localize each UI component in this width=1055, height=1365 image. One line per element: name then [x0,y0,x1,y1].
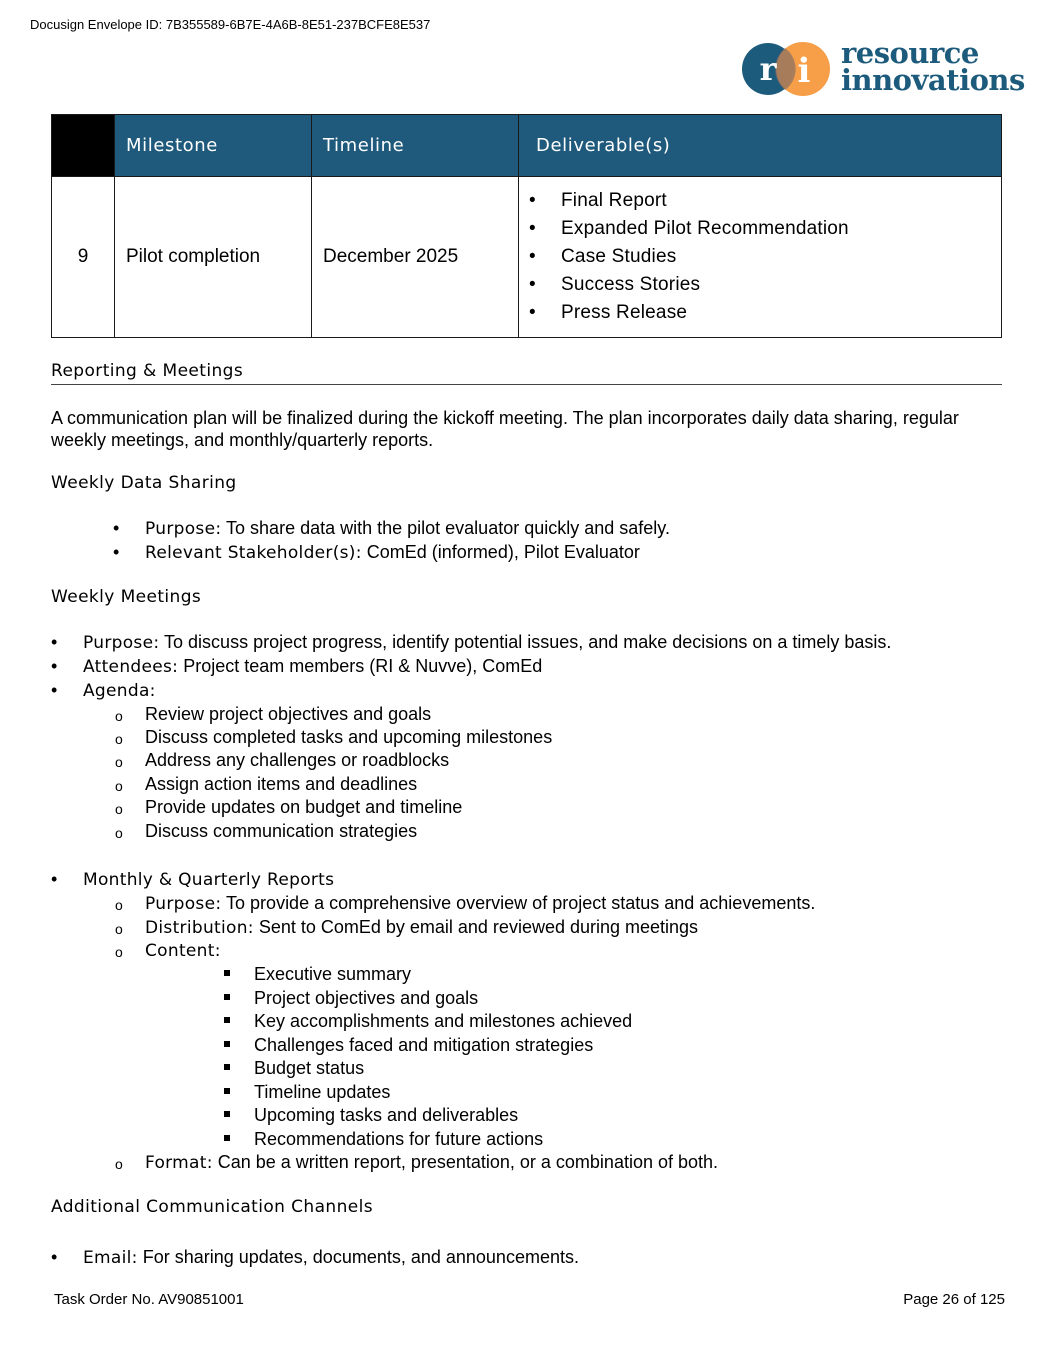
list-item: Challenges faced and mitigation strategies [254,1035,594,1055]
ri-logo-mark-icon [741,40,836,98]
square-bullet-icon [224,970,230,976]
bullet-icon: • [51,680,58,700]
list-item: • Final Report [529,187,1001,215]
list-item: • Press Release [529,299,1001,327]
reports-purpose: Purpose: To provide a comprehensive overview of project status and achievements. [145,893,816,914]
square-bullet-icon [224,1041,230,1047]
weekly-data-stakeholders: Relevant Stakeholder(s): ComEd (informed), Pilot Evaluator [145,542,640,563]
list-item: Project objectives and goals [254,988,479,1008]
circle-bullet-icon: o [115,708,123,724]
logo-mark-r: r [759,50,777,88]
list-item: Timeline updates [254,1082,391,1102]
list-item: • Success Stories [529,271,1001,299]
logo-word-innovations: innovations [841,63,1025,97]
list-item: Executive summary [254,964,412,984]
list-item: Assign action items and deadlines [145,774,418,794]
row-number: 9 [52,177,115,338]
weekly-meetings-heading: Weekly Meetings [51,587,202,607]
footer-task-order: Task Order No. AV90851001 [54,1291,244,1308]
list-item: Discuss communication strategies [145,821,418,841]
circle-bullet-icon: o [115,1156,123,1172]
circle-bullet-icon: o [115,921,123,937]
list-item: Review project objectives and goals [145,704,432,724]
list-item: Key accomplishments and milestones achieved [254,1011,633,1031]
square-bullet-icon [224,1088,230,1094]
row-deliverables [519,177,1002,338]
circle-bullet-icon: o [115,897,123,913]
list-item: Address any challenges or roadblocks [145,750,450,770]
circle-bullet-icon: o [115,944,123,960]
logo-mark-i: i [797,51,811,91]
weekly-meetings-purpose: Purpose: To discuss project progress, identify potential issues, and make decisions on a timely basis. [83,632,892,653]
bullet-icon: • [51,869,58,889]
square-bullet-icon [224,1135,230,1141]
list-item: Provide updates on budget and timeline [145,797,463,817]
bullet-icon: • [113,518,120,538]
circle-bullet-icon: o [115,825,123,841]
circle-bullet-icon: o [115,754,123,770]
weekly-meetings-agenda-label: Agenda: [83,681,156,701]
deliverables-list [519,187,1001,327]
circle-bullet-icon: o [115,778,123,794]
weekly-data-purpose: Purpose: To share data with the pilot evaluator quickly and safely. [145,518,670,539]
bullet-icon: • [51,1247,58,1267]
reports-format: Format: Can be a written report, presentation, or a combination of both. [145,1152,719,1173]
footer-page-number: Page 26 of 125 [903,1291,1005,1308]
docusign-envelope-id: Docusign Envelope ID: 7B355589-6B7E-4A6B-8E51-237BCFE8E537 [30,17,431,32]
milestone-table [51,114,1002,338]
bullet-icon: • [113,542,120,562]
row-timeline: December 2025 [312,177,519,338]
circle-bullet-icon: o [115,731,123,747]
header-milestone: Milestone [115,115,312,177]
weekly-meetings-attendees: Attendees: Project team members (RI & Nuvve), ComEd [83,656,543,677]
table-header-row [52,115,1002,177]
header-number-cell [52,115,115,177]
list-item: Budget status [254,1058,365,1078]
row-milestone: Pilot completion [115,177,312,338]
circle-bullet-icon: o [115,801,123,817]
square-bullet-icon [224,1017,230,1023]
reports-distribution: Distribution: Sent to ComEd by email and reviewed during meetings [145,917,699,938]
additional-email: Email: For sharing updates, documents, and announcements. [83,1247,579,1268]
weekly-data-heading: Weekly Data Sharing [51,473,237,493]
bullet-icon: • [51,632,58,652]
reporting-intro: A communication plan will be finalized during the kickoff meeting. The plan incorporates daily data sharing, regular weekly meetings, and monthly/quarterly reports. [51,408,959,450]
list-item: Discuss completed tasks and upcoming milestones [145,727,553,747]
additional-channels-heading: Additional Communication Channels [51,1197,373,1217]
resource-innovations-logo [741,36,1025,98]
reports-heading: Monthly & Quarterly Reports [83,870,335,890]
reports-content-label: Content: [145,941,221,961]
square-bullet-icon [224,1064,230,1070]
list-item: Recommendations for future actions [254,1129,544,1149]
header-timeline: Timeline [312,115,519,177]
list-item: • Case Studies [529,243,1001,271]
table-row [52,177,1002,338]
heading-divider [51,384,1002,385]
reporting-heading: Reporting & Meetings [51,361,244,381]
square-bullet-icon [224,994,230,1000]
list-item: • Expanded Pilot Recommendation [529,215,1001,243]
square-bullet-icon [224,1111,230,1117]
list-item: Upcoming tasks and deliverables [254,1105,519,1125]
header-deliverables: Deliverable(s) [519,115,1002,177]
bullet-icon: • [51,656,58,676]
logo-word-resource: resource [841,36,979,70]
